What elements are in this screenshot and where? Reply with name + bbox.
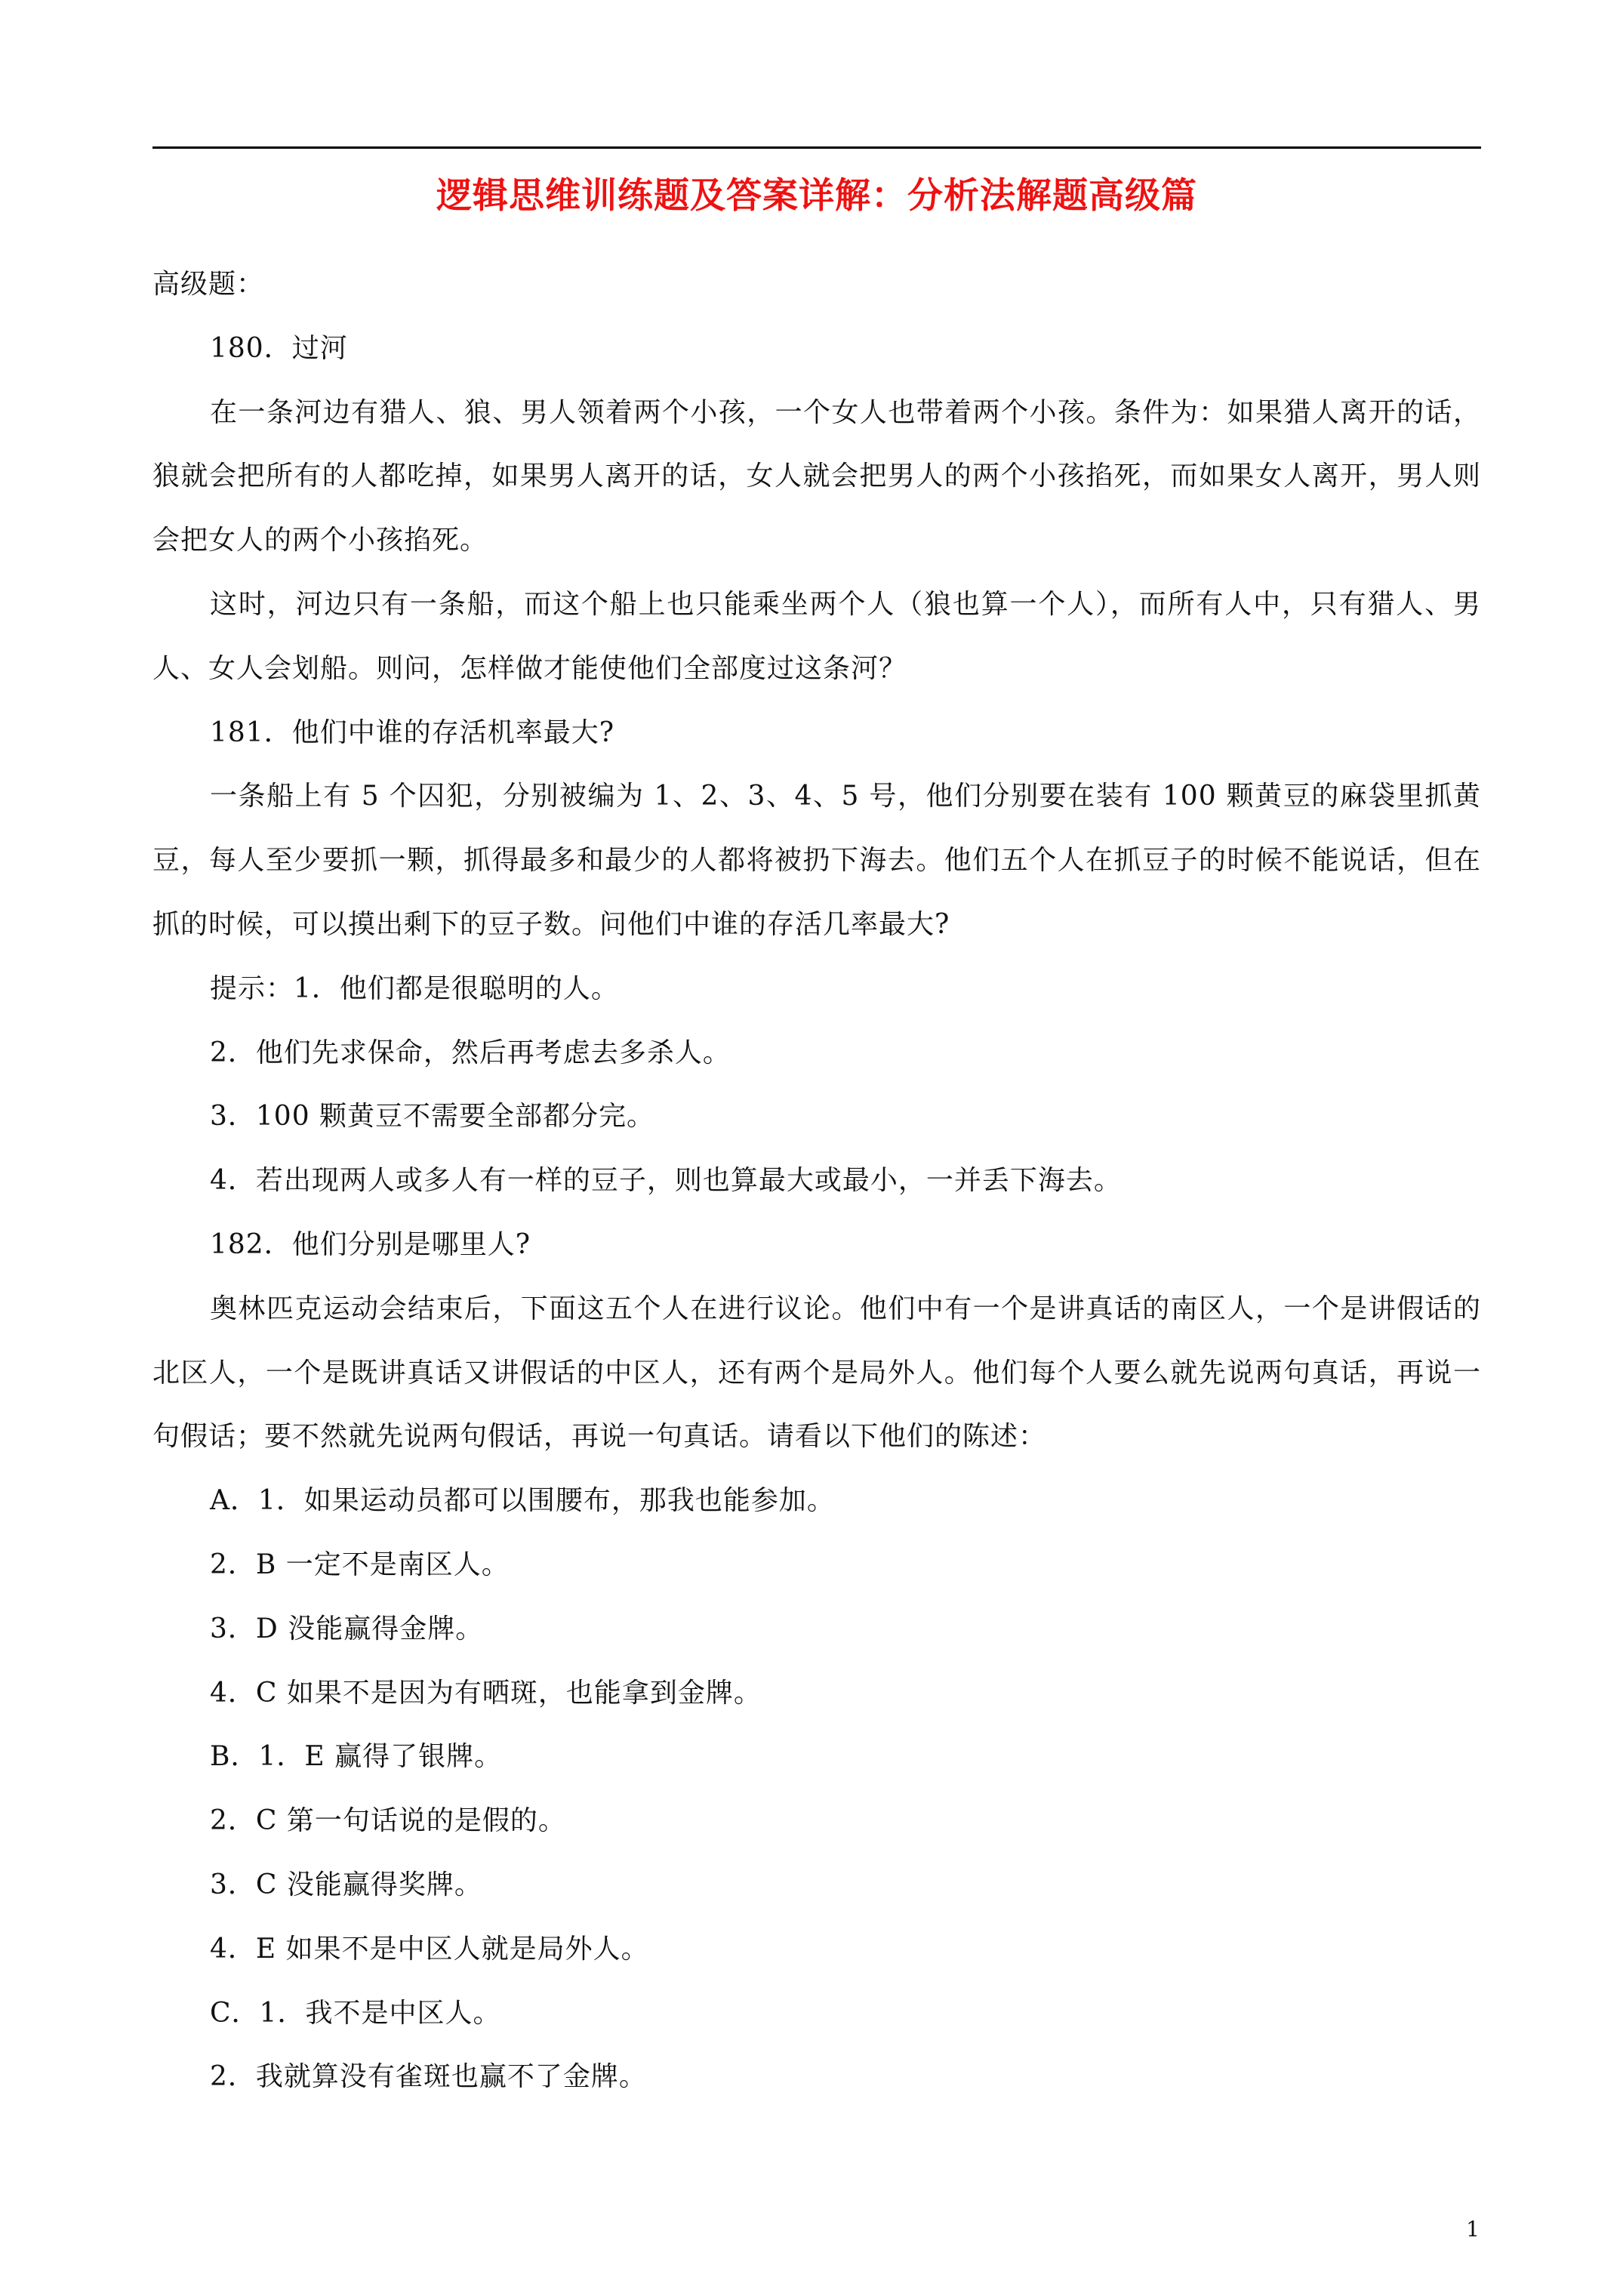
document-title: 逻辑思维训练题及答案详解：分析法解题高级篇 xyxy=(436,175,1197,217)
statement-item: 2．B 一定不是南区人。 xyxy=(210,1549,510,1580)
problem-paragraph: 奥林匹克运动会结束后，下面这五个人在进行议论。他们中有一个是讲真话的南区人，一个是讲假话的北区人，一个是既讲真话又讲假话的中区人，还有两个是局外人。他们每个人要么就先说两句真话，再说一句假话；要不然就先说两句假话，再说一句真话。请看以下他们的陈述： xyxy=(152,1293,1481,1453)
document-body xyxy=(152,253,1481,2110)
statement-item: 3．C 没能赢得奖牌。 xyxy=(210,1869,482,1900)
hint-item: 2．他们先求保命，然后再考虑去多杀人。 xyxy=(210,1037,731,1068)
statement-item: 4．C 如果不是因为有晒斑，也能拿到金牌。 xyxy=(210,1677,762,1709)
statement-item: 4．E 如果不是中区人就是局外人。 xyxy=(210,1933,649,1965)
problem-heading: 181．他们中谁的存活机率最大? xyxy=(210,717,615,748)
statement-item: C．1．我不是中区人。 xyxy=(210,1997,501,2029)
statement-item: 2．C 第一句话说的是假的。 xyxy=(210,1805,566,1837)
problem-paragraph: 在一条河边有猎人、狼、男人领着两个小孩，一个女人也带着两个小孩。条件为：如果猎人离开的话，狼就会把所有的人都吃掉，如果男人离开的话，女人就会把男人的两个小孩掐死，而如果女人离开，男人则会把女人的两个小孩掐死。 xyxy=(152,396,1481,556)
problem-paragraph: 这时，河边只有一条船，而这个船上也只能乘坐两个人（狼也算一个人），而所有人中，只有猎人、男人、女人会划船。则问，怎样做才能使他们全部度过这条河？ xyxy=(152,588,1481,684)
header-rule xyxy=(152,146,1481,149)
statement-item: 2．我就算没有雀斑也赢不了金牌。 xyxy=(210,2061,647,2093)
problem-heading: 182．他们分别是哪里人? xyxy=(210,1228,531,1260)
page-number: 1 xyxy=(1466,2217,1480,2242)
hint-item: 4．若出现两人或多人有一样的豆子，则也算最大或最小，一并丢下海去。 xyxy=(210,1165,1122,1197)
statement-item: B．1．E 赢得了银牌。 xyxy=(210,1741,503,1773)
hint-item: 提示：1．他们都是很聪明的人。 xyxy=(210,972,619,1004)
statement-item: A．1．如果运动员都可以围腰布，那我也能参加。 xyxy=(210,1485,835,1517)
statement-item: 3．D 没能赢得金牌。 xyxy=(210,1613,484,1644)
level-label: 高级题： xyxy=(152,269,265,300)
hint-item: 3．100 颗黄豆不需要全部都分完。 xyxy=(210,1101,655,1133)
problem-paragraph: 一条船上有 5 个囚犯，分别被编为 1、2、3、4、5 号，他们分别要在装有 100 颗黄豆的麻袋里抓黄豆，每人至少要抓一颗，抓得最多和最少的人都将被扔下海去。他们五个人在抓豆子的时候不能说话，但在抓的时候，可以摸出剩下的豆子数。问他们中谁的存活几率最大? xyxy=(152,781,1481,940)
problem-heading: 180．过河 xyxy=(210,332,348,364)
